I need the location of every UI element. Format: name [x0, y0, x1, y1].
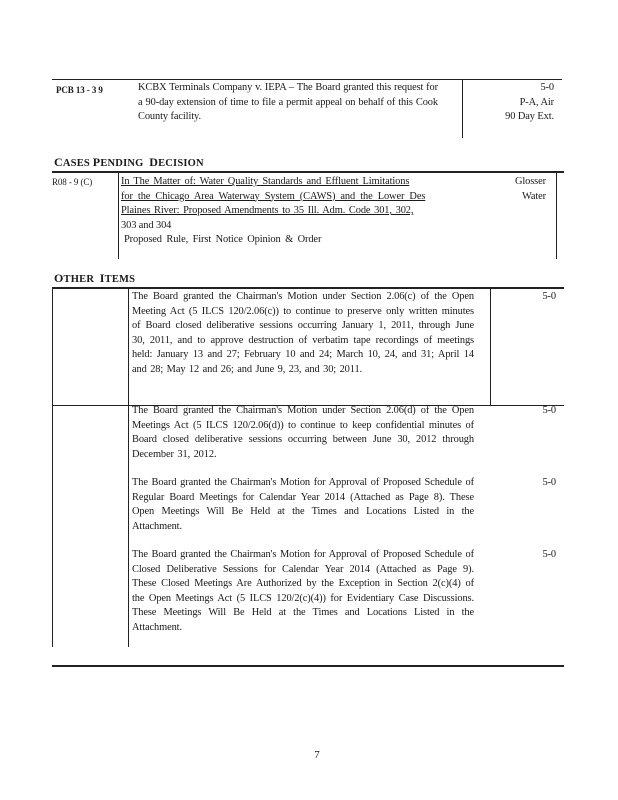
other-item-text: The Board granted the Chairman's Motion under Section 2.06(d) of the Open Meetings Act (5 ILCS 120/2.06(d)) to continue to keep confidential minutes of Board closed deliberative sessions occurring between June 30, 2012 through December 31, 2012.	[132, 405, 474, 460]
cases-pending-desc-line: Proposed Rule, First Notice Opinion & Order	[124, 234, 322, 245]
other-item-text: The Board granted the Chairman's Motion under Section 2.06(c) of the Open Meeting Act (5 ILCS 120/2.06(c)) to continue to preserve only written minutes of Board closed deliberative sessions occurring January 1, 2011, through June 30, 2011, and to approve destruction of verbatim tape recordings of meetings held: January 13 and 27; February 10 and 24; March 10, 24, and 31; April 14 and 28; May 12 and 26; and June 9, 23, and 30; 2011.	[132, 291, 474, 375]
cases-pending-rule	[52, 171, 564, 173]
other-items-left-border	[52, 289, 53, 647]
cases-pending-desc-line: In The Matter of: Water Quality Standards and Effluent Limitations	[121, 176, 410, 187]
other-items-right-divider	[490, 289, 491, 405]
row1-vote-line: P-A, Air	[519, 96, 554, 108]
cases-pending-desc-line: 303 and 304	[121, 219, 172, 231]
cases-pending-desc-line: for the Chicago Area Waterway System (CAWS) and the Lower Des	[121, 190, 426, 202]
other-item-vote: 5-0	[542, 405, 556, 416]
other-item-vote: 5-0	[542, 291, 556, 302]
bottom-rule	[52, 665, 564, 667]
cases-pending-left-divider	[118, 173, 119, 259]
other-item-text: The Board granted the Chairman's Motion for Approval of Proposed Schedule of Regular Board Meetings for Calendar Year 2014 (Attached as Page 8). These Open Meetings Will Be Held at the Times and Locations Listed in the Attachment.	[132, 477, 474, 532]
row1-vote-line: 90 Day Ext.	[505, 111, 554, 122]
cases-pending-right-divider	[556, 173, 557, 259]
row1-vote-line: 5-0	[540, 82, 554, 93]
cases-pending-vote-line: Water	[521, 190, 546, 202]
other-item-vote: 5-0	[542, 477, 556, 488]
other-items-mid-divider	[128, 289, 129, 647]
page-number: 7	[314, 749, 320, 761]
row1-description: KCBX Terminals Company v. IEPA – The Board granted this request for a 90-day extension of time to file a permit appeal on behalf of this Cook County facility.	[138, 82, 438, 122]
cases-pending-description	[121, 175, 457, 248]
cases-pending-vote-line: Glosser	[514, 176, 546, 187]
row1-vote	[468, 81, 554, 125]
other-item-text: The Board granted the Chairman's Motion for Approval of Proposed Schedule of Closed Deliberative Sessions for Calendar Year 2014 (Attached as Page 9). These Closed Meetings Are Authorized by the Exception in Section 2(c)(4) of the Open Meetings Act (5 ILCS 120/2(c)(4)) for Evidentiary Case Discussions. These Meetings Will Be Held at the Times and Locations Listed in the Attachment.	[132, 549, 474, 633]
cases-pending-heading: CASES PENDING DECISION	[54, 155, 204, 169]
top-rule	[52, 79, 562, 80]
other-item-vote: 5-0	[542, 549, 556, 560]
cases-pending-vote	[470, 175, 546, 204]
cases-pending-case-number: R08 - 9 (C)	[52, 177, 93, 187]
other-items-heading: OTHER ITEMS	[54, 271, 136, 285]
row1-case-number: PCB 13 - 3 9	[56, 85, 103, 95]
row1-right-divider	[462, 79, 463, 138]
cases-pending-desc-line: Plaines River: Proposed Amendments to 35 Ill. Adm. Code 301, 302,	[121, 205, 414, 216]
